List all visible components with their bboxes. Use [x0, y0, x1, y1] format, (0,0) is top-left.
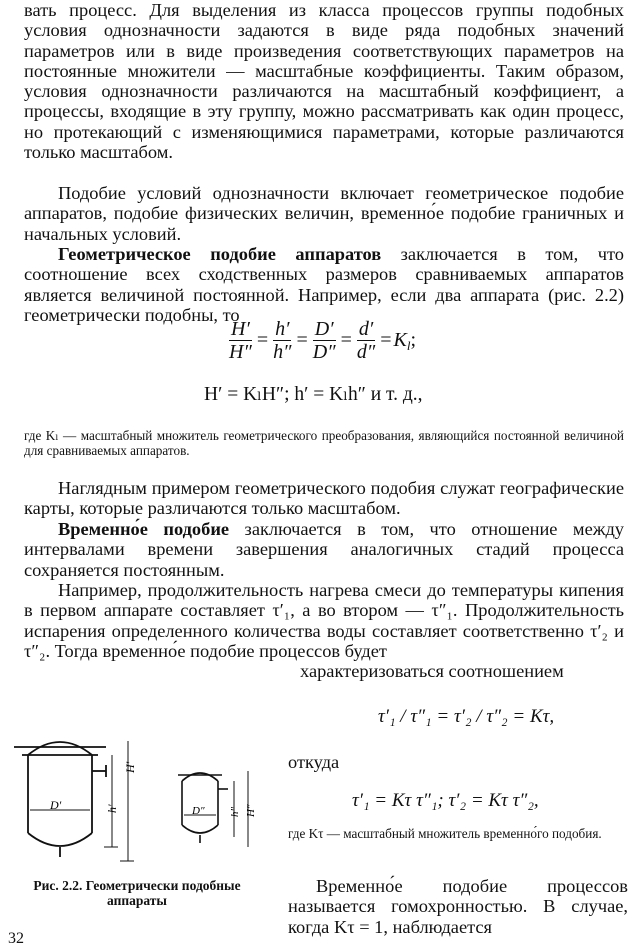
- fraction-numerator: H′: [231, 318, 250, 340]
- equation-time-ratio: τ′₁ / τ″₁ = τ′₂ / τ″₂ = Kτ,: [378, 706, 555, 727]
- fraction-d: [357, 318, 375, 363]
- otkuda-label: откуда: [288, 752, 340, 772]
- label-H-small: H″: [245, 804, 257, 817]
- note-scale-factor: где Kₗ — масштабный множитель геометрического преобразования, являющийся постоянной величиной для сравниваемых аппаратов.: [24, 428, 624, 458]
- equation-rhs: K: [393, 329, 407, 351]
- apparatus-figure: [8, 735, 266, 870]
- fraction-numerator: d′: [358, 318, 374, 340]
- paragraph-5: [24, 519, 624, 580]
- paragraph-5-text: заключается в том, что отношение между интервалами времени завершения аналогичных стадий процесса сохраняется постоянным.: [24, 519, 624, 580]
- paragraph-6-continuation: характеризоваться соотношением: [300, 661, 564, 681]
- label-H-big: H′: [123, 761, 137, 773]
- note-time-factor: где Kτ — масштабный множитель временно́го подобия.: [288, 826, 602, 841]
- fraction-denominator: d″: [356, 341, 376, 363]
- paragraph-3: [24, 244, 624, 325]
- fraction-denominator: H″: [229, 341, 252, 363]
- equation-scaled-dimensions: H′ = KₗH″; h′ = Kₗh″ и т. д.,: [204, 384, 423, 405]
- fraction-numerator: D′: [314, 318, 334, 340]
- term-time-similarity: Временно́е подобие: [58, 519, 230, 539]
- equation-time-values: τ′₁ = Kτ τ″₁; τ′₂ = Kτ τ″₂,: [352, 790, 539, 811]
- page-number: 32: [8, 930, 24, 947]
- equation-rhs-subscript: l: [406, 338, 411, 354]
- fraction-D: [313, 318, 336, 363]
- fraction-denominator: h″: [273, 341, 292, 363]
- equation-geometric-ratios: $\frac{H'}{H''}$ = $\frac{h'}{h''}$ = $\frac{D'}{D''}$ = $\frac{d'}{d''}$ = $K_l$;: [229, 318, 417, 363]
- fraction-numerator: h′: [275, 318, 290, 340]
- paragraph-1: вать процесс. Для выделения из класса процессов группы подобных условия однозначности задаются в виде ряда подобных значений параметров или в виде произведения соответствующих параметров на постоянные множители — масштабные коэффициенты. Таким образом, условия однозначности различаются на масштабный коэффициент, а процессы, входящие в эту группу, можно рассматривать как один процесс, но протекающий с изменяющимися параметрами, которые различаются только масштабом.: [24, 0, 624, 163]
- label-D-small: D″: [192, 805, 205, 817]
- label-D-big: D′: [50, 798, 62, 812]
- paragraph-6: Например, продолжительность нагрева смеси до температуры кипения в первом аппарате составляет τ′₁, а во втором — τ″₁. Продолжительность испарения определенного количества воды составляет соответственно τ′₂ и τ″₂. Тогда временно́е подобие процессов будет: [24, 580, 624, 661]
- label-h-big: h′: [105, 804, 119, 813]
- paragraph-2: Подобие условий однозначности включает геометрическое подобие аппаратов, подобие физических величин, временно́е подобие граничных и начальных условий.: [24, 183, 624, 244]
- paragraph-3-text: заключается в том, что соотношение всех сходственных размеров сравниваемых аппаратов является величиной постоянной. Например, если два аппарата (рис. 2.2) геометрически подобны, то: [24, 244, 624, 325]
- fraction-h: [273, 318, 291, 363]
- label-h-small: h″: [229, 806, 241, 817]
- paragraph-7: Временно́е подобие процессов называется гомохронностью. В случае, когда Kτ = 1, наблюдается: [288, 876, 628, 937]
- term-geometric-similarity: Геометрическое подобие аппаратов: [58, 244, 382, 264]
- figure-caption: Рис. 2.2. Геометрически подобные аппараты: [33, 878, 241, 908]
- fraction-H: [229, 318, 252, 363]
- fraction-denominator: D″: [312, 341, 336, 363]
- paragraph-4: Наглядным примером геометрического подобия служат географические карты, которые различаются только масштабом.: [24, 478, 624, 519]
- equation-terminator: ;: [410, 329, 417, 351]
